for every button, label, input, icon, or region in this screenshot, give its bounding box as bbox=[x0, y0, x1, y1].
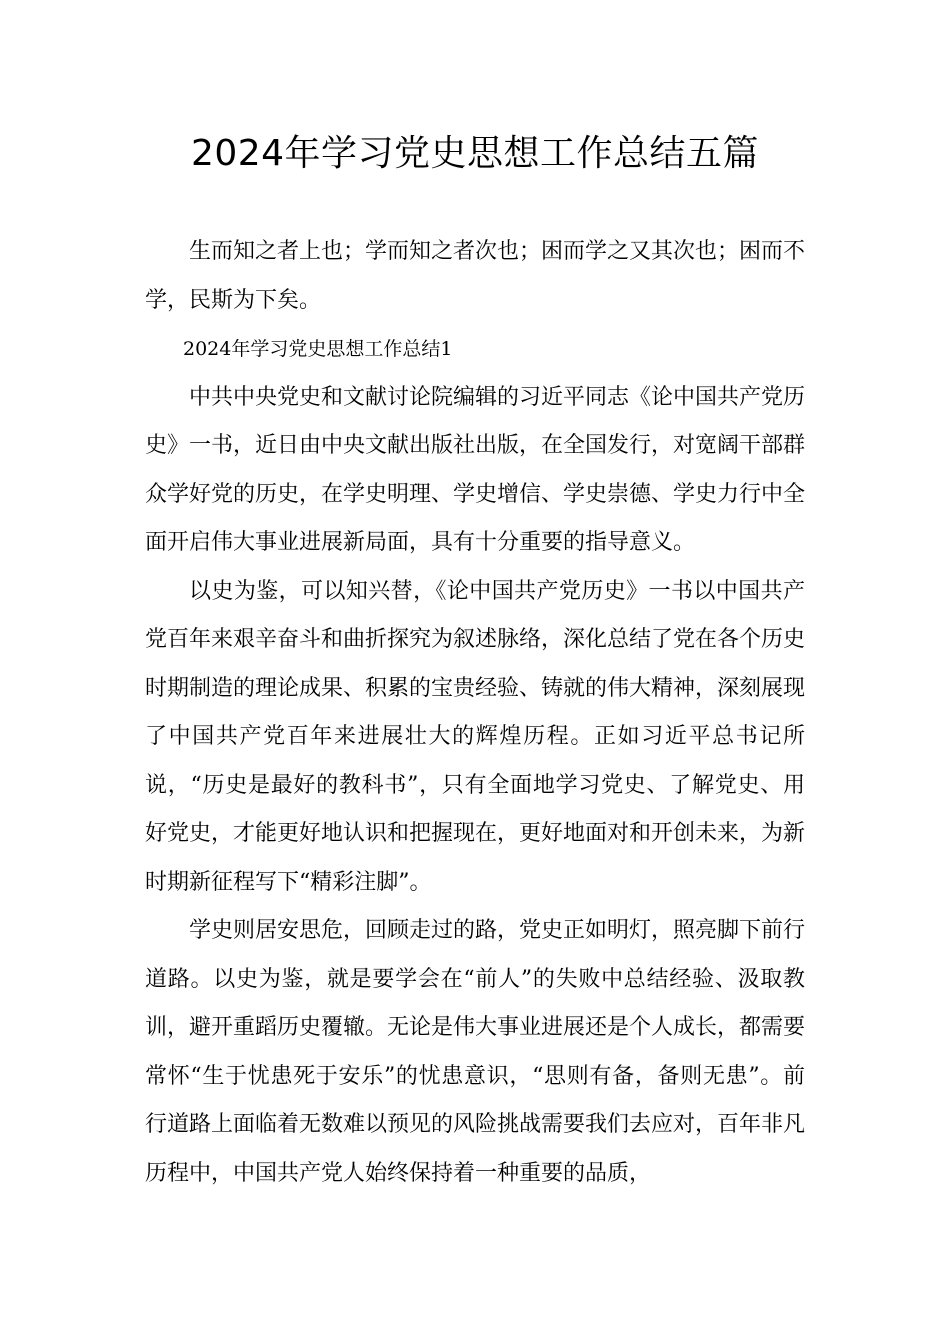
document-body bbox=[145, 228, 805, 1198]
section-heading: 2024年学习党史思想工作总结1 bbox=[183, 338, 453, 360]
body-paragraph: 中共中央党史和文献讨论院编辑的习近平同志《论中国共产党历史》一书，近日由中央文献出版社出版，在全国发行，对宽阔干部群众学好党的历史，在学史明理、学史增信、学史崇德、学史力行中全面开启伟大事业进展新局面，具有十分重要的指导意义。 bbox=[145, 384, 806, 555]
body-paragraph: 以史为鉴，可以知兴替，《论中国共产党历史》一书以中国共产党百年来艰辛奋斗和曲折探究为叙述脉络，深化总结了党在各个历史时期制造的理论成果、积累的宝贵经验、铸就的伟大精神，深刻展现了中国共产党百年来进展壮大的辉煌历程。正如习近平总书记所说，“历史是最好的教科书”，只有全面地学习党史、了解党史、用好党史，才能更好地认识和把握现在，更好地面对和开创未来，为新时期新征程写下“精彩注脚”。 bbox=[145, 578, 806, 895]
opening-quote-paragraph: 生而知之者上也；学而知之者次也；困而学之又其次也；困而不学，民斯为下矣。 bbox=[145, 239, 806, 313]
body-paragraph: 学史则居安思危，回顾走过的路，党史正如明灯，照亮脚下前行道路。以史为鉴，就是要学会在“前人”的失败中总结经验、汲取教训，避开重蹈历史覆辙。无论是伟大事业进展还是个人成长，都需要常怀“生于忧患死于安乐”的忧患意识，“思则有备，备则无患”。前行道路上面临着无数难以预见的风险挑战需要我们去应对，百年非凡历程中，中国共产党人始终保持着一种重要的品质， bbox=[145, 918, 806, 1186]
document-title: 2024年学习党史思想工作总结五篇 bbox=[190, 133, 760, 174]
